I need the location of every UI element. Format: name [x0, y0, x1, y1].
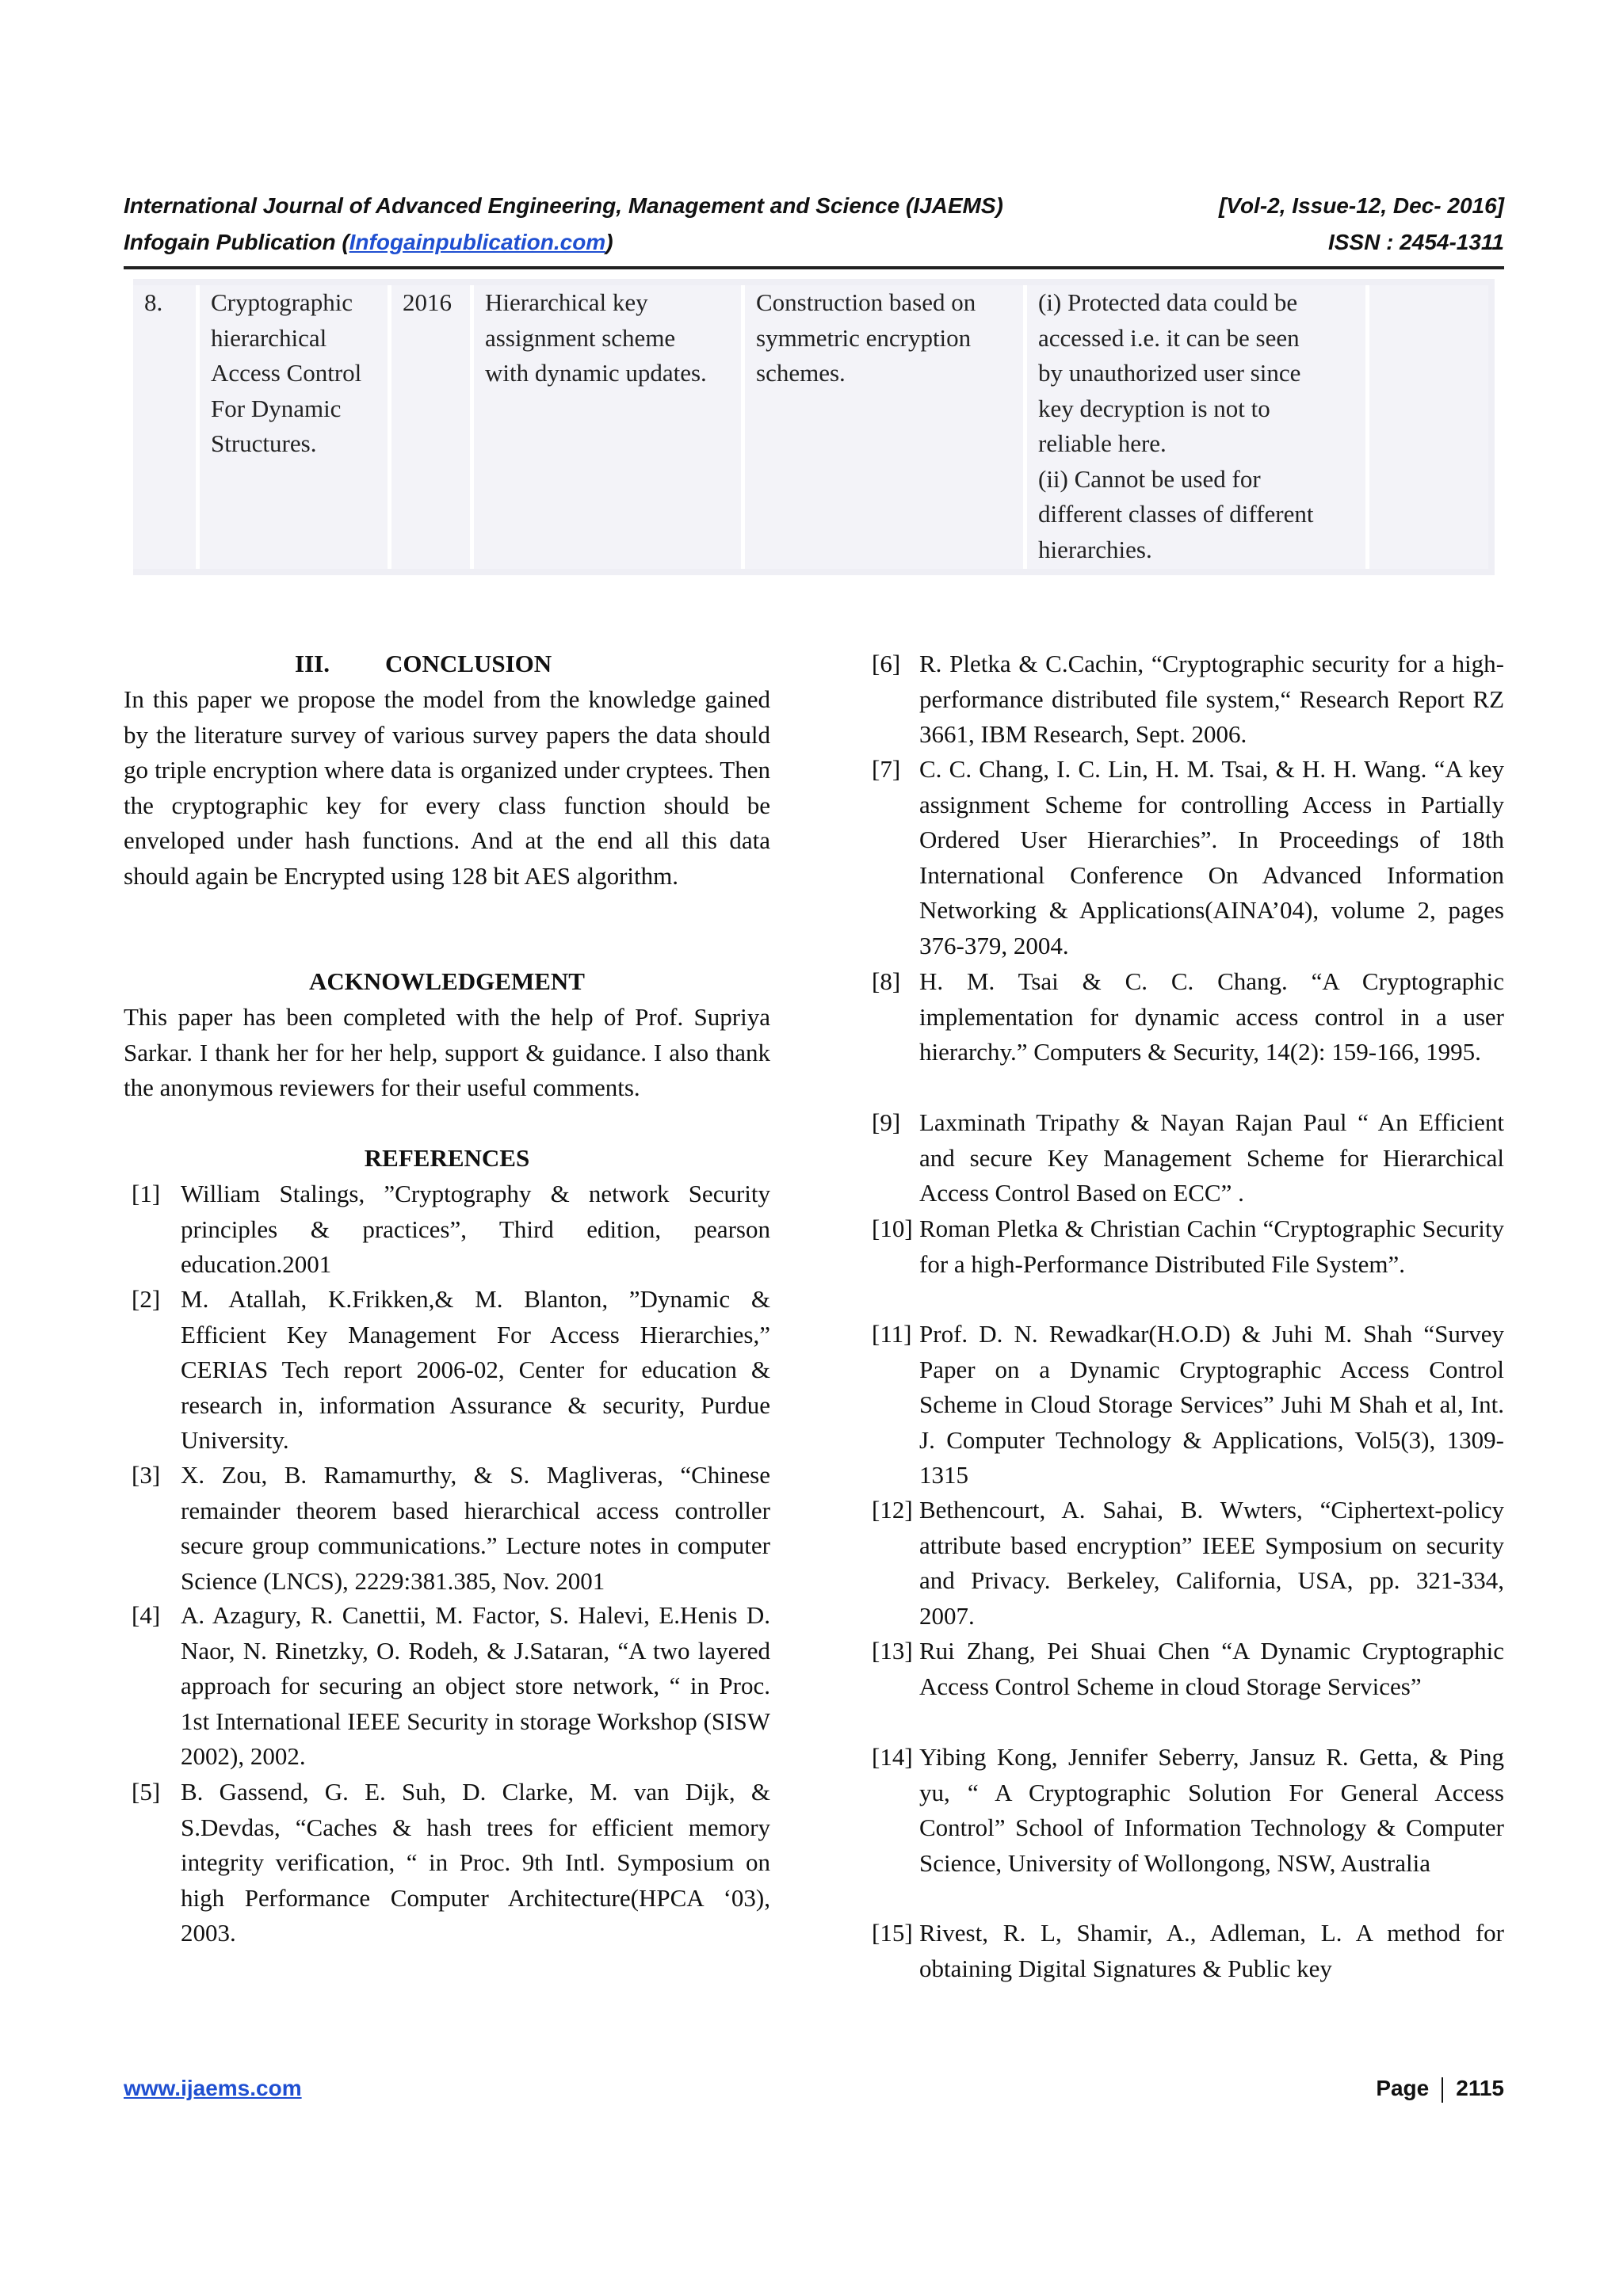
reference-number: [15] [872, 1919, 913, 1947]
reference-text: Laxminath Tripathy & Nayan Rajan Paul “ An Efficient and secure Key Management Scheme for Hierarchical Access Control Based on ECC” . [919, 1108, 1504, 1207]
reference-number: [6] [872, 650, 901, 677]
reference-text: Rui Zhang, Pei Shuai Chen “A Dynamic Cryptographic Access Control Scheme in cloud Storage Services” [919, 1637, 1504, 1700]
reference-number: [10] [872, 1215, 913, 1242]
conclusion-number: III. [295, 650, 330, 677]
cell-title: Cryptographic hierarchical Access Control For Dynamic Structures. [200, 285, 391, 569]
page-number [1376, 2076, 1504, 2103]
references-heading: REFERENCES [364, 1144, 530, 1172]
cell-technique: Hierarchical key assignment scheme with dynamic updates. [474, 285, 745, 569]
header-rule [124, 266, 1504, 269]
reference-text: Roman Pletka & Christian Cachin “Cryptographic Security for a high-Performance Distributed File System”. [919, 1215, 1504, 1278]
cell-empty [1369, 285, 1488, 569]
acknowledgement-text: This paper has been completed with the help of Prof. Supriya Sarkar. I thank her for her help, support & guidance. I also thank the anonymous reviewers for their useful comments. [124, 1003, 770, 1101]
page-label: Page [1376, 2076, 1430, 2100]
reference-number: [9] [872, 1108, 901, 1136]
publisher-link[interactable]: Infogainpublication.com [349, 230, 606, 254]
reference-text: R. Pletka & C.Cachin, “Cryptographic security for a high- performance distributed file system,“ Research Report RZ 3661, IBM Research, Sept. 2006. [919, 650, 1504, 748]
reference-text: Rivest, R. L, Shamir, A., Adleman, L. A method for obtaining Digital Signatures & Public key [919, 1919, 1504, 1982]
conclusion-title: CONCLUSION [385, 650, 552, 677]
journal-header [124, 189, 1504, 223]
reference-number: [3] [132, 1461, 161, 1489]
reference-text: H. M. Tsai & C. C. Chang. “A Cryptographic implementation for dynamic access control in a user hierarchy.” Computers & Security, 14(2): 159-166, 1995. [919, 967, 1504, 1066]
reference-text: C. C. Chang, I. C. Lin, H. M. Tsai, & H. H. Wang. “A key assignment Scheme for controlling Access in Partially Ordered User Hierarchies”. In Proceedings of 18th International Conference On Advanced Information Networking & Applications(AINA’04), volume 2, pages 376-379, 2004. [919, 755, 1504, 959]
reference-text: Bethencourt, A. Sahai, B. Wwters, “Ciphertext-policy attribute based encryption” IEEE Symposium on security and Privacy. Berkeley, California, USA, pp. 321-334, 2007. [919, 1496, 1504, 1630]
survey-table-row [133, 279, 1495, 575]
reference-number: [14] [872, 1743, 913, 1771]
reference-text: William Stalings, ”Cryptography & network Security principles & practices”, Third edition, pearson education.2001 [181, 1180, 770, 1278]
reference-number: [1] [132, 1180, 161, 1207]
reference-text: Prof. D. N. Rewadkar(H.O.D) & Juhi M. Shah “Survey Paper on a Dynamic Cryptographic Access Control Scheme in Cloud Storage Services” Juhi M Shah et al, Int. J. Computer Technology & Applications, Vol5(3), 1309-1315 [919, 1320, 1504, 1489]
journal-title: International Journal of Advanced Engineering, Management and Science (IJAEMS) [124, 193, 1003, 218]
conclusion-heading [124, 646, 770, 682]
reference-number: [12] [872, 1496, 913, 1524]
publisher-header [124, 225, 1504, 260]
reference-text: M. Atallah, K.Frikken,& M. Blanton, ”Dynamic & Efficient Key Management For Access Hierarchies,” CERIAS Tech report 2006-02, Center for education & research in, information Assurance & security, Purdue University. [181, 1285, 770, 1454]
reference-number: [11] [872, 1320, 912, 1348]
reference-number: [2] [132, 1285, 161, 1313]
conclusion-text: In this paper we propose the model from the knowledge gained by the literature survey of various survey papers the data should go triple encryption where data is organized under cryptees. Then the cryptographic key for every class function should be enveloped under hash functions. And at the end all this data should again be Encrypted using 128 bit AES algorithm. [124, 685, 770, 890]
reference-number: [4] [132, 1601, 161, 1629]
cell-number: 8. [133, 285, 200, 569]
acknowledgement-heading: ACKNOWLEDGEMENT [309, 967, 585, 995]
footer-website-link[interactable]: www.ijaems.com [124, 2076, 302, 2100]
reference-number: [8] [872, 967, 901, 995]
volume-info: [Vol-2, Issue-12, Dec- 2016] [1218, 193, 1504, 218]
reference-text: Yibing Kong, Jennifer Seberry, Jansuz R. Getta, & Ping yu, “ A Cryptographic Solution For General Access Control” School of Information Technology & Computer Science, University of Wollongong, NSW, Australia [919, 1743, 1504, 1877]
publisher-prefix: Infogain Publication ( [124, 230, 349, 254]
cell-year: 2016 [391, 285, 474, 569]
reference-text: B. Gassend, G. E. Suh, D. Clarke, M. van Dijk, & S.Devdas, “Caches & hash trees for efficient memory integrity verification, “ in Proc. 9th Intl. Symposium on high Performance Computer Architecture(HPCA ‘03), 2003. [181, 1778, 770, 1947]
reference-text: A. Azagury, R. Canettii, M. Factor, S. Halevi, E.Henis D. Naor, N. Rinetzky, O. Rodeh, & J.Sataran, “A two layered approach for securing an object store network, “ in Proc. 1st International IEEE Security in storage Workshop (SISW 2002), 2002. [181, 1601, 770, 1770]
reference-number: [5] [132, 1778, 161, 1806]
cell-method: Construction based on symmetric encryption schemes. [745, 285, 1027, 569]
reference-number: [7] [872, 755, 901, 783]
cell-limitations: (i) Protected data could be accessed i.e. it can be seen by unauthorized user since key decryption is not to reliable here. (ii) Cannot be used for different classes of different hierarchies. [1027, 285, 1369, 569]
page-number-value: 2115 [1456, 2076, 1504, 2100]
page-separator [1442, 2077, 1443, 2103]
reference-text: X. Zou, B. Ramamurthy, & S. Magliveras, “Chinese remainder theorem based hierarchical access controller secure group communications.” Lecture notes in computer Science (LNCS), 2229:381.385, Nov. 2001 [181, 1461, 770, 1595]
publisher-suffix: ) [605, 230, 613, 254]
issn: ISSN : 2454-1311 [1327, 230, 1504, 254]
reference-number: [13] [872, 1637, 913, 1665]
